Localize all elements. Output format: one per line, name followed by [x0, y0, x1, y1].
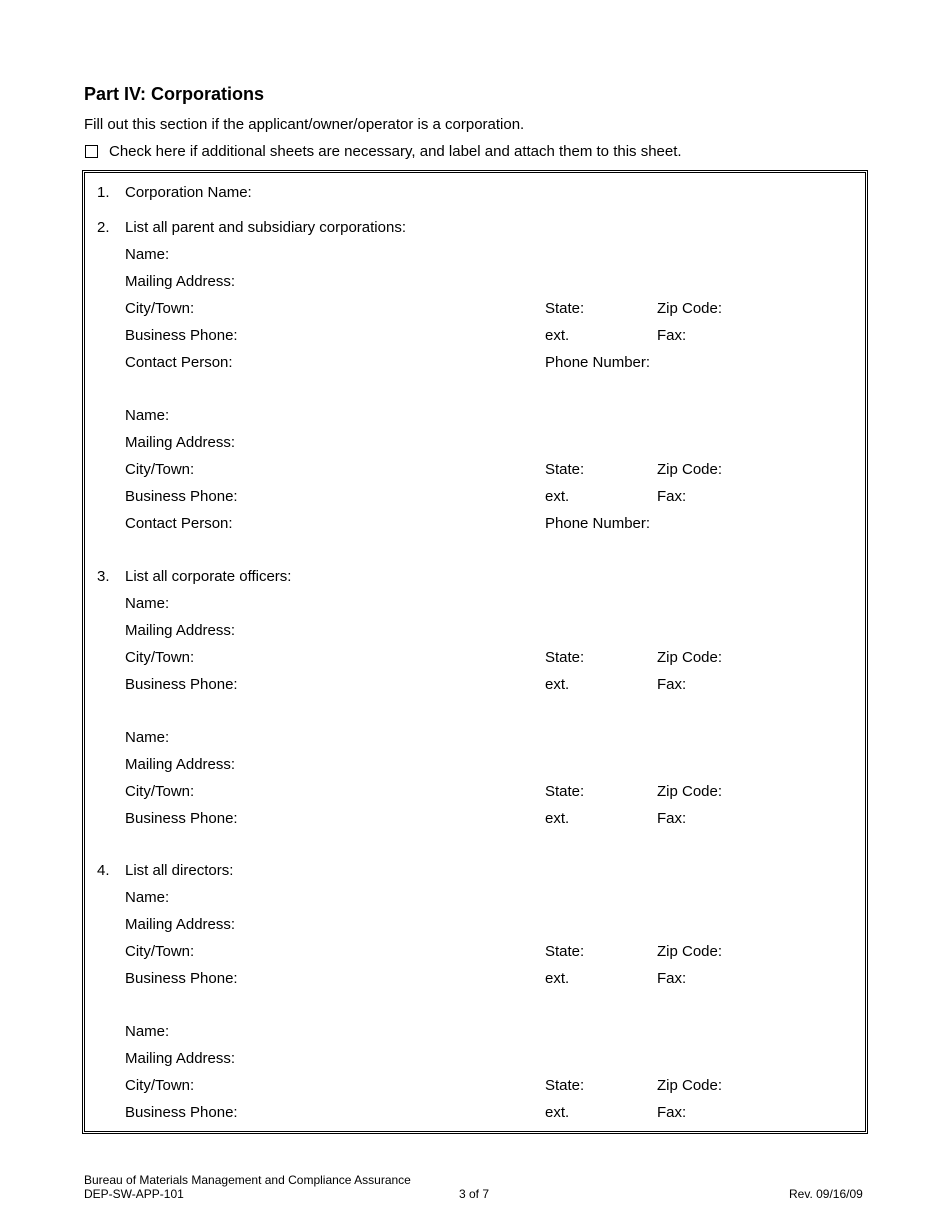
parent-1-phone-field[interactable]: Business Phone:	[125, 327, 238, 344]
officer-1-ext-field[interactable]: ext.	[545, 676, 570, 693]
director-1-city-field[interactable]: City/Town:	[125, 943, 195, 960]
officer-2-state-field[interactable]: State:	[545, 783, 585, 800]
parent-2-zip-field[interactable]: Zip Code:	[657, 461, 723, 478]
director-1-ext-field[interactable]: ext.	[545, 970, 570, 987]
parent-1-mailing-field[interactable]: Mailing Address:	[125, 273, 236, 290]
officer-1-phone-field[interactable]: Business Phone:	[125, 676, 238, 693]
parent-1-name-field[interactable]: Name:	[125, 246, 170, 263]
parent-1-ext-field[interactable]: ext.	[545, 327, 570, 344]
parent-1-zip-field[interactable]: Zip Code:	[657, 300, 723, 317]
item-2-heading: List all parent and subsidiary corporations:	[125, 219, 406, 236]
officer-2-ext-field[interactable]: ext.	[545, 810, 570, 827]
additional-sheets-checkbox[interactable]	[85, 145, 98, 158]
footer-bureau: Bureau of Materials Management and Compliance Assurance	[84, 1173, 411, 1187]
parent-1-contact-phone-field[interactable]: Phone Number:	[545, 354, 651, 371]
director-2-ext-field[interactable]: ext.	[545, 1104, 570, 1121]
director-2-city-field[interactable]: City/Town:	[125, 1077, 195, 1094]
section-instructions: Fill out this section if the applicant/owner/operator is a corporation.	[84, 116, 525, 133]
officer-2-mailing-field[interactable]: Mailing Address:	[125, 756, 236, 773]
parent-1-state-field[interactable]: State:	[545, 300, 585, 317]
officer-1-fax-field[interactable]: Fax:	[657, 676, 687, 693]
director-2-state-field[interactable]: State:	[545, 1077, 585, 1094]
director-2-fax-field[interactable]: Fax:	[657, 1104, 687, 1121]
footer-form-id: DEP-SW-APP-101	[84, 1187, 184, 1201]
officer-2-phone-field[interactable]: Business Phone:	[125, 810, 238, 827]
parent-1-city-field[interactable]: City/Town:	[125, 300, 195, 317]
item-1-number: 1.	[97, 184, 110, 201]
officer-2-zip-field[interactable]: Zip Code:	[657, 783, 723, 800]
parent-2-contact-phone-field[interactable]: Phone Number:	[545, 515, 651, 532]
director-2-name-field[interactable]: Name:	[125, 1023, 170, 1040]
officer-1-city-field[interactable]: City/Town:	[125, 649, 195, 666]
director-2-mailing-field[interactable]: Mailing Address:	[125, 1050, 236, 1067]
item-2-number: 2.	[97, 219, 110, 236]
footer-page-number: 3 of 7	[459, 1187, 490, 1201]
footer-revision: Rev. 09/16/09	[789, 1187, 863, 1201]
director-1-mailing-field[interactable]: Mailing Address:	[125, 916, 236, 933]
officer-2-name-field[interactable]: Name:	[125, 729, 170, 746]
corporation-name-field[interactable]: Corporation Name:	[125, 184, 252, 201]
director-1-state-field[interactable]: State:	[545, 943, 585, 960]
parent-2-phone-field[interactable]: Business Phone:	[125, 488, 238, 505]
parent-2-ext-field[interactable]: ext.	[545, 488, 570, 505]
director-2-zip-field[interactable]: Zip Code:	[657, 1077, 723, 1094]
page-title: Part IV: Corporations	[84, 84, 265, 104]
officer-1-name-field[interactable]: Name:	[125, 595, 170, 612]
director-2-phone-field[interactable]: Business Phone:	[125, 1104, 238, 1121]
officer-2-city-field[interactable]: City/Town:	[125, 783, 195, 800]
officer-1-state-field[interactable]: State:	[545, 649, 585, 666]
director-1-zip-field[interactable]: Zip Code:	[657, 943, 723, 960]
parent-1-fax-field[interactable]: Fax:	[657, 327, 687, 344]
item-4-number: 4.	[97, 862, 110, 879]
parent-2-state-field[interactable]: State:	[545, 461, 585, 478]
officer-1-zip-field[interactable]: Zip Code:	[657, 649, 723, 666]
additional-sheets-row[interactable]	[85, 143, 682, 160]
item-3-heading: List all corporate officers:	[125, 568, 292, 585]
item-3-number: 3.	[97, 568, 110, 585]
director-1-fax-field[interactable]: Fax:	[657, 970, 687, 987]
parent-2-mailing-field[interactable]: Mailing Address:	[125, 434, 236, 451]
parent-2-fax-field[interactable]: Fax:	[657, 488, 687, 505]
director-1-name-field[interactable]: Name:	[125, 889, 170, 906]
parent-2-city-field[interactable]: City/Town:	[125, 461, 195, 478]
item-4-heading: List all directors:	[125, 862, 234, 879]
parent-2-name-field[interactable]: Name:	[125, 407, 170, 424]
parent-2-contact-field[interactable]: Contact Person:	[125, 515, 233, 532]
director-1-phone-field[interactable]: Business Phone:	[125, 970, 238, 987]
additional-sheets-label: Check here if additional sheets are necessary, and label and attach them to this sheet.	[109, 143, 682, 160]
officer-1-mailing-field[interactable]: Mailing Address:	[125, 622, 236, 639]
corporation-form-box	[82, 170, 868, 1134]
parent-1-contact-field[interactable]: Contact Person:	[125, 354, 233, 371]
officer-2-fax-field[interactable]: Fax:	[657, 810, 687, 827]
